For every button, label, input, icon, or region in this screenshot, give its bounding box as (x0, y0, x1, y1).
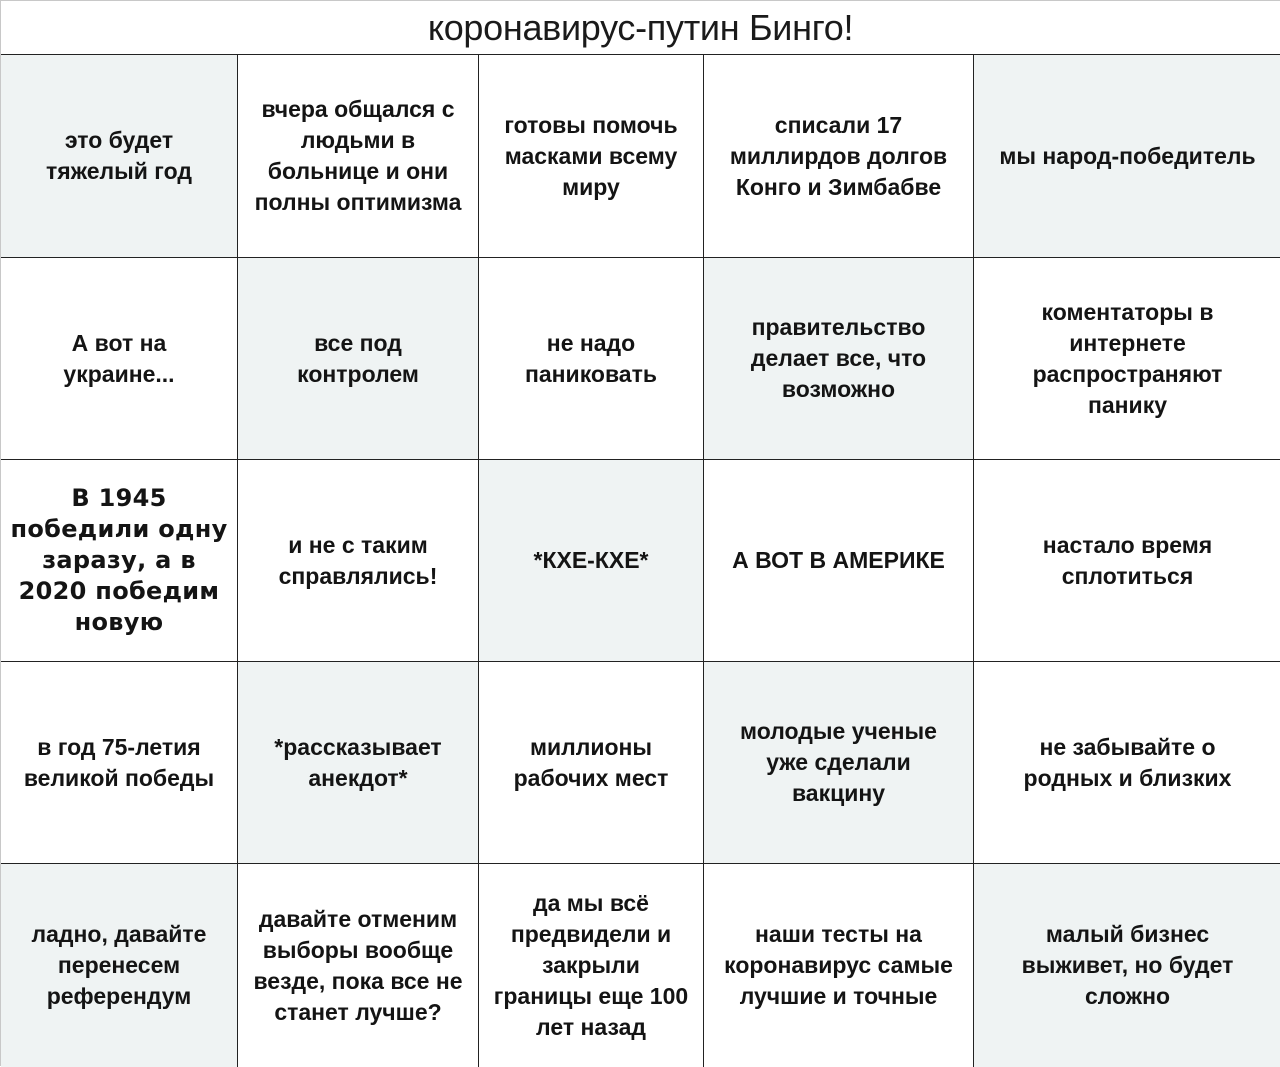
bingo-cell (704, 258, 974, 460)
bingo-cell-text: давайте отменим выборы вообще везде, пока все не станет лучше? (253, 905, 463, 1025)
bingo-grid (1, 55, 1280, 1067)
bingo-cell-text: А ВОТ В АМЕРИКЕ (732, 547, 945, 573)
bingo-cell (238, 864, 479, 1067)
bingo-cell (238, 258, 479, 460)
bingo-cell (1, 864, 238, 1067)
bingo-cell (238, 460, 479, 662)
bingo-cell-text: коментаторы в интернете распространяют панику (1032, 298, 1223, 418)
bingo-cell-text: молодые ученые уже сделали вакцину (740, 718, 937, 806)
bingo-cell (1, 662, 238, 864)
bingo-cell-text: малый бизнес выживет, но будет сложно (1021, 921, 1234, 1009)
bingo-cell-text: настало время сплотиться (1042, 531, 1213, 589)
bingo-title: коронавирус-путин Бинго! (1, 1, 1280, 55)
bingo-cell-text: *КХЕ-КХЕ* (533, 547, 649, 573)
bingo-cell (974, 258, 1280, 460)
bingo-cell-text: это будет тяжелый год (46, 127, 192, 184)
bingo-cell (1, 55, 238, 258)
bingo-cell-text: все под контролем (297, 329, 419, 387)
bingo-cell-text: готовы помочь масками всему миру (504, 111, 678, 200)
bingo-cell-text: не надо паниковать (524, 329, 657, 387)
bingo-cell (974, 55, 1280, 258)
bingo-cell (974, 864, 1280, 1067)
bingo-cell (238, 662, 479, 864)
bingo-cell (704, 55, 974, 258)
bingo-cell (479, 258, 704, 460)
bingo-cell (238, 55, 479, 258)
bingo-cell-text: ладно, давайте перенесем референдум (31, 921, 207, 1009)
bingo-cell (704, 460, 974, 662)
bingo-cell (704, 662, 974, 864)
bingo-cell (704, 864, 974, 1067)
bingo-cell-text: наши тесты на коронавирус самые лучшие и точные (724, 921, 953, 1009)
bingo-cell-text: *рассказывает анекдот* (274, 733, 442, 791)
bingo-cell-text: не забывайте о родных и близких (1023, 733, 1232, 791)
bingo-cell-text: правительство делает все, что возможно (750, 314, 927, 402)
bingo-cell-text: да мы всё предвидели и закрыли границы еще 100 лет назад (493, 890, 689, 1040)
bingo-cell-text: вчера общался с людьми в больнице и они полны оптимизма (254, 96, 462, 215)
bingo-cell (479, 460, 704, 662)
bingo-cell-text: миллионы рабочих мест (513, 733, 669, 791)
bingo-cell (479, 864, 704, 1067)
bingo-cell (974, 662, 1280, 864)
bingo-cell-text: А вот на украине... (63, 329, 175, 387)
bingo-cell (1, 460, 238, 662)
bingo-cell-text: в год 75-летия великой победы (23, 733, 215, 791)
bingo-cell-text: списали 17 миллирдов долгов Конго и Зимбабве (729, 111, 948, 200)
bingo-cell (974, 460, 1280, 662)
bingo-cell-text: В 1945 победили одну заразу, а в 2020 победим новую (10, 484, 228, 636)
bingo-cell (479, 55, 704, 258)
bingo-cell (1, 258, 238, 460)
bingo-cell-text: мы народ-победитель (999, 142, 1256, 169)
bingo-cell (479, 662, 704, 864)
bingo-cell-text: и не с таким справлялись! (278, 531, 438, 589)
